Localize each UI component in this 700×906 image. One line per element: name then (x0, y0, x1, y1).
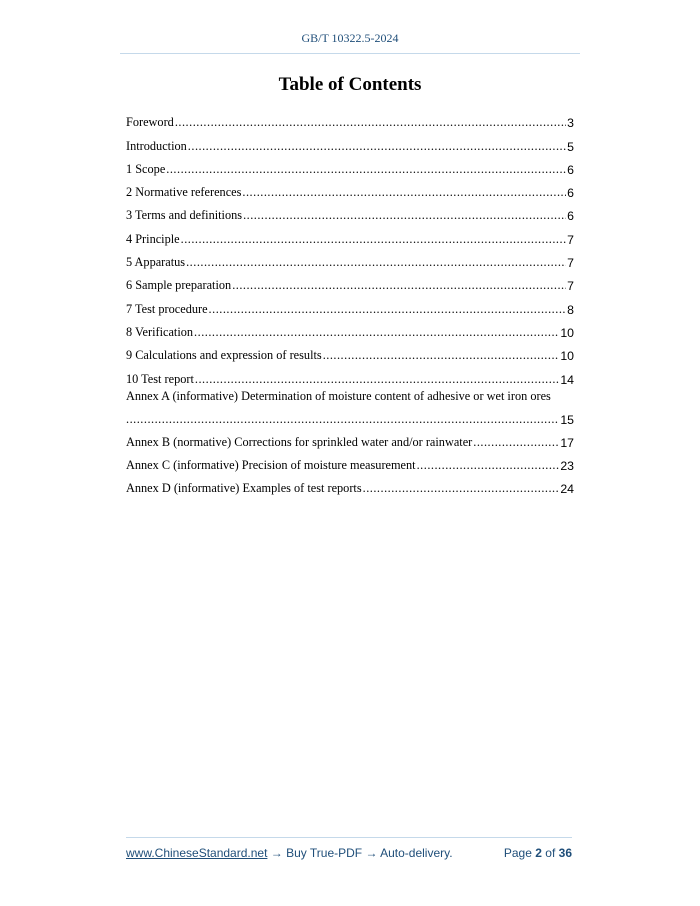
toc-entry-page: 24 (560, 482, 574, 497)
page-indicator (504, 846, 572, 860)
toc-entry-label: Foreword (126, 115, 174, 130)
page-label: Page (503, 846, 532, 860)
toc-entry-page: 17 (560, 435, 574, 450)
toc-entry-page: 10 (560, 325, 574, 340)
toc-entry-verification[interactable] (126, 317, 574, 340)
toc-entry-label: 6 Sample preparation (126, 278, 232, 293)
header-rule (120, 53, 580, 54)
toc-entry-label: 4 Principle (126, 231, 180, 246)
toc-leader-dots (194, 325, 559, 340)
toc-entry-page: 14 (560, 372, 574, 387)
toc-entry-scope[interactable] (126, 154, 574, 177)
toc-leader-dots (363, 481, 560, 496)
promo-text: → Buy True-PDF → Auto-delivery. (267, 846, 453, 860)
site-link[interactable]: www.ChineseStandard.net (126, 846, 268, 860)
toc-entry-annex-d[interactable] (126, 473, 574, 496)
toc-entry-page: 5 (567, 139, 574, 154)
toc-entry-page: 10 (560, 349, 574, 364)
toc-entry-calculations[interactable] (126, 340, 574, 363)
toc-leader-dots (242, 185, 566, 200)
toc-entry-label: Annex D (informative) Examples of test reports (126, 481, 362, 496)
toc-entry-page: 7 (567, 232, 574, 247)
toc-entry-label: Annex B (normative) Corrections for sprinkled water and/or rainwater (126, 434, 473, 449)
toc-entry-annex-a[interactable] (126, 387, 574, 427)
page-title: Table of Contents (278, 74, 422, 95)
toc-leader-dots (209, 302, 567, 317)
toc-leader-dots (195, 372, 559, 387)
toc-entry-continuation (126, 406, 574, 427)
toc-entry-principle[interactable] (126, 223, 574, 246)
toc-entry-page: 8 (567, 302, 574, 317)
toc-entry-normative-references[interactable] (126, 177, 574, 200)
toc-entry-label: 5 Apparatus (126, 255, 186, 270)
table-of-contents (126, 107, 574, 496)
toc-entry-page: 6 (567, 162, 574, 177)
toc-entry-page: 3 (567, 116, 574, 131)
toc-entry-label: 3 Terms and definitions (126, 208, 243, 223)
footer-rule (126, 837, 572, 838)
toc-entry-label: Annex C (informative) Precision of moisture measurement (126, 458, 416, 473)
toc-entry-test-report[interactable] (126, 363, 574, 386)
toc-leader-dots (175, 115, 566, 130)
toc-leader-dots (188, 139, 566, 154)
toc-entry-label: 2 Normative references (126, 185, 242, 200)
toc-entry-label: 1 Scope (126, 161, 166, 176)
toc-entry-label: 9 Calculations and expression of results (126, 348, 322, 363)
toc-entry-page: 15 (560, 412, 574, 427)
toc-leader-dots (181, 232, 567, 247)
toc-entry-test-procedure[interactable] (126, 293, 574, 316)
toc-entry-foreword[interactable] (126, 107, 574, 130)
toc-entry-label: 7 Test procedure (126, 301, 208, 316)
toc-leader-dots (186, 255, 566, 270)
toc-entry-sample-preparation[interactable] (126, 270, 574, 293)
page-current: 2 (535, 846, 542, 860)
toc-entry-label: 8 Verification (126, 324, 194, 339)
page-total: 36 (558, 846, 572, 860)
toc-entry-terms-definitions[interactable] (126, 200, 574, 223)
toc-entry-page: 7 (567, 256, 574, 271)
toc-entry-page: 7 (567, 279, 574, 294)
toc-leader-dots (473, 435, 559, 450)
running-header: GB/T 10322.5-2024 (301, 31, 399, 45)
page-footer (126, 846, 572, 860)
toc-entry-label: Annex A (informative) Determination of moisture content of adhesive or wet iron ores (126, 388, 551, 403)
toc-leader-dots (323, 348, 560, 363)
toc-entry-introduction[interactable] (126, 130, 574, 153)
toc-entry-apparatus[interactable] (126, 247, 574, 270)
toc-entry-annex-c[interactable] (126, 450, 574, 473)
toc-leader-dots (232, 278, 566, 293)
toc-entry-annex-b[interactable] (126, 427, 574, 450)
toc-entry-page: 6 (567, 186, 574, 201)
toc-leader-dots (166, 162, 566, 177)
toc-leader-dots (126, 412, 559, 427)
toc-entry-label: 10 Test report (126, 371, 194, 386)
toc-leader-dots (243, 208, 566, 223)
toc-entry-label: Introduction (126, 138, 187, 153)
page-of: of (545, 846, 556, 860)
toc-entry-page: 23 (560, 459, 574, 474)
toc-entry-page: 6 (567, 209, 574, 224)
toc-leader-dots (417, 458, 560, 473)
